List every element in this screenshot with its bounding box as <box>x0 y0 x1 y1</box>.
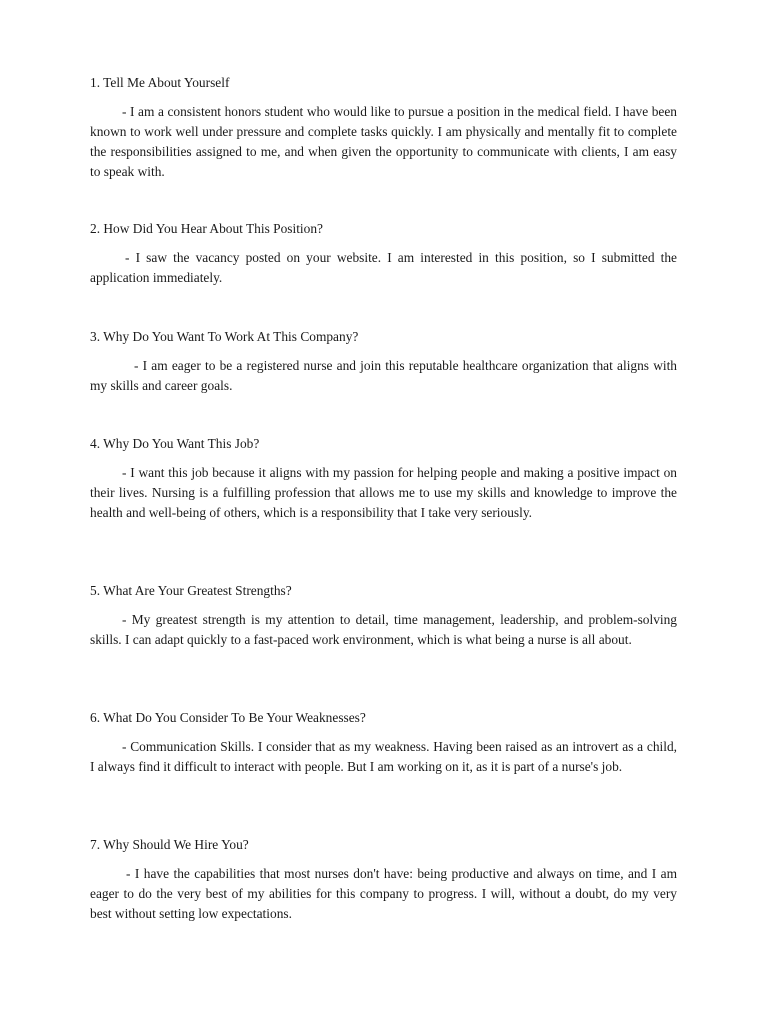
answer-6: - Communication Skills. I consider that as my weakness. Having been raised as an introvert as a child, I always find it difficult to interact with people. But I am working on it, as it is part of a nurse's job. <box>90 739 677 774</box>
question-6: 6. What Do You Consider To Be Your Weaknesses? <box>90 710 366 725</box>
question-7: 7. Why Should We Hire You? <box>90 837 249 852</box>
answer-2: - I saw the vacancy posted on your website. I am interested in this position, so I submitted the application immediately. <box>90 250 677 285</box>
question-1: 1. Tell Me About Yourself <box>90 75 230 90</box>
qa-item-5 <box>90 581 677 650</box>
qa-item-2 <box>90 219 677 288</box>
qa-item-1 <box>90 73 677 182</box>
qa-item-4 <box>90 434 677 523</box>
question-4: 4. Why Do You Want This Job? <box>90 436 260 451</box>
question-2: 2. How Did You Hear About This Position? <box>90 221 323 236</box>
answer-3: - I am eager to be a registered nurse and join this reputable healthcare organization that aligns with my skills and career goals. <box>90 358 677 393</box>
answer-5: - My greatest strength is my attention to detail, time management, leadership, and problem-solving skills. I can adapt quickly to a fast-paced work environment, which is what being a nurse is all about. <box>90 612 677 647</box>
qa-item-7 <box>90 835 677 924</box>
question-5: 5. What Are Your Greatest Strengths? <box>90 583 292 598</box>
answer-1: - I am a consistent honors student who would like to pursue a position in the medical field. I have been known to work well under pressure and complete tasks quickly. I am physically and mentally fit to complete the responsibilities assigned to me, and when given the opportunity to communicate with clients, I am easy to speak with. <box>90 104 677 179</box>
answer-7: - I have the capabilities that most nurses don't have: being productive and always on time, and I am eager to do the very best of my abilities for this company to progress. I will, without a doubt, do my very best without setting low expectations. <box>90 866 677 921</box>
question-3: 3. Why Do You Want To Work At This Company? <box>90 329 359 344</box>
qa-item-3 <box>90 327 677 396</box>
qa-item-6 <box>90 708 677 777</box>
answer-4: - I want this job because it aligns with my passion for helping people and making a positive impact on their lives. Nursing is a fulfilling profession that allows me to use my skills and knowledge to improve the health and well-being of others, which is a responsibility that I take very seriously. <box>90 465 677 520</box>
